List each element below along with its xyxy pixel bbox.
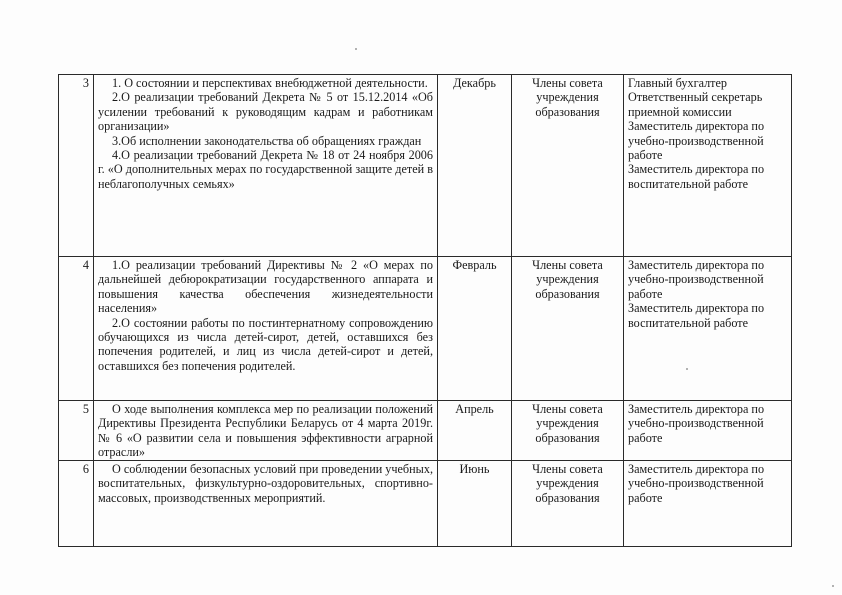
responsible-person: Главный бухгалтер: [628, 76, 728, 90]
row-number: 4: [59, 257, 94, 401]
responsible-person: Заместитель директора по учебно-производственной работе: [628, 258, 765, 301]
agenda-cell: [94, 75, 438, 257]
month-cell: Февраль: [438, 257, 512, 401]
agenda-item: 2.О состоянии работы по постинтернатному сопровождению обучающихся из числа детей-сирот, детей, оставшихся без попечения родителей, и лиц из числа детей-сирот и детей, оставшихся без попечения родителей.: [98, 315, 433, 373]
month-cell: Декабрь: [438, 75, 512, 257]
table-row: [59, 461, 792, 547]
row-number: 6: [59, 461, 94, 547]
agenda-cell: [94, 401, 438, 461]
responsible-person: Заместитель директора по учебно-производственной работе: [628, 119, 765, 162]
table-row: [59, 257, 792, 401]
row-number: 5: [59, 401, 94, 461]
responsible-person: Заместитель директора по воспитательной работе: [628, 162, 765, 191]
row-number: 3: [59, 75, 94, 257]
participants-cell: Члены совета учреждения образования: [512, 257, 624, 401]
responsible-cell: [624, 257, 792, 401]
agenda-item: 2.О реализации требований Декрета № 5 от 15.12.2014 «Об усилении требований к руководящим кадрам и работникам организации»: [98, 90, 433, 134]
agenda-item: О соблюдении безопасных условий при проведении учебных, воспитательных, физкультурно-оздоровительных, спортивно-массовых, производственных мероприятий.: [98, 462, 433, 505]
agenda-cell: [94, 257, 438, 401]
table-row: [59, 401, 792, 461]
participants-cell: Члены совета учреждения образования: [512, 461, 624, 547]
responsible-person: Ответственный секретарь приемной комиссии: [628, 90, 763, 119]
agenda-item: 4.О реализации требований Декрета № 18 от 24 ноября 2006 г. «О дополнительных мерах по государственной защите детей в неблагополучных семьях»: [98, 147, 433, 191]
participants-cell: Члены совета учреждения образования: [512, 401, 624, 461]
responsible-person: Заместитель директора по воспитательной работе: [628, 301, 765, 330]
agenda-item: 1.О реализации требований Директивы № 2 «О мерах по дальнейшей дебюрократизации государственного аппарата и повышения качества обеспечения жизнедеятельности населения»: [98, 258, 433, 316]
scan-speck: [686, 368, 688, 370]
table-row: [59, 75, 792, 257]
month-cell: Апрель: [438, 401, 512, 461]
agenda-item: 1. О состоянии и перспективах внебюджетной деятельности.: [112, 76, 428, 90]
meeting-plan-table: [58, 74, 792, 547]
responsible-cell: [624, 75, 792, 257]
month-cell: Июнь: [438, 461, 512, 547]
scan-speck: [832, 585, 834, 587]
responsible-cell: [624, 461, 792, 547]
agenda-cell: [94, 461, 438, 547]
agenda-item: О ходе выполнения комплекса мер по реализации положений Директивы Президента Республики Беларусь от 4 марта 2019г. № 6 «О развитии села и повышения эффективности аграрной отрасли»: [98, 402, 433, 460]
responsible-person: Заместитель директора по учебно-производственной работе: [628, 402, 765, 445]
scan-speck: [355, 48, 357, 50]
responsible-person: Заместитель директора по учебно-производственной работе: [628, 462, 765, 505]
responsible-cell: [624, 401, 792, 461]
agenda-item: 3.Об исполнении законодательства об обращениях граждан: [112, 133, 422, 148]
participants-cell: Члены совета учреждения образования: [512, 75, 624, 257]
